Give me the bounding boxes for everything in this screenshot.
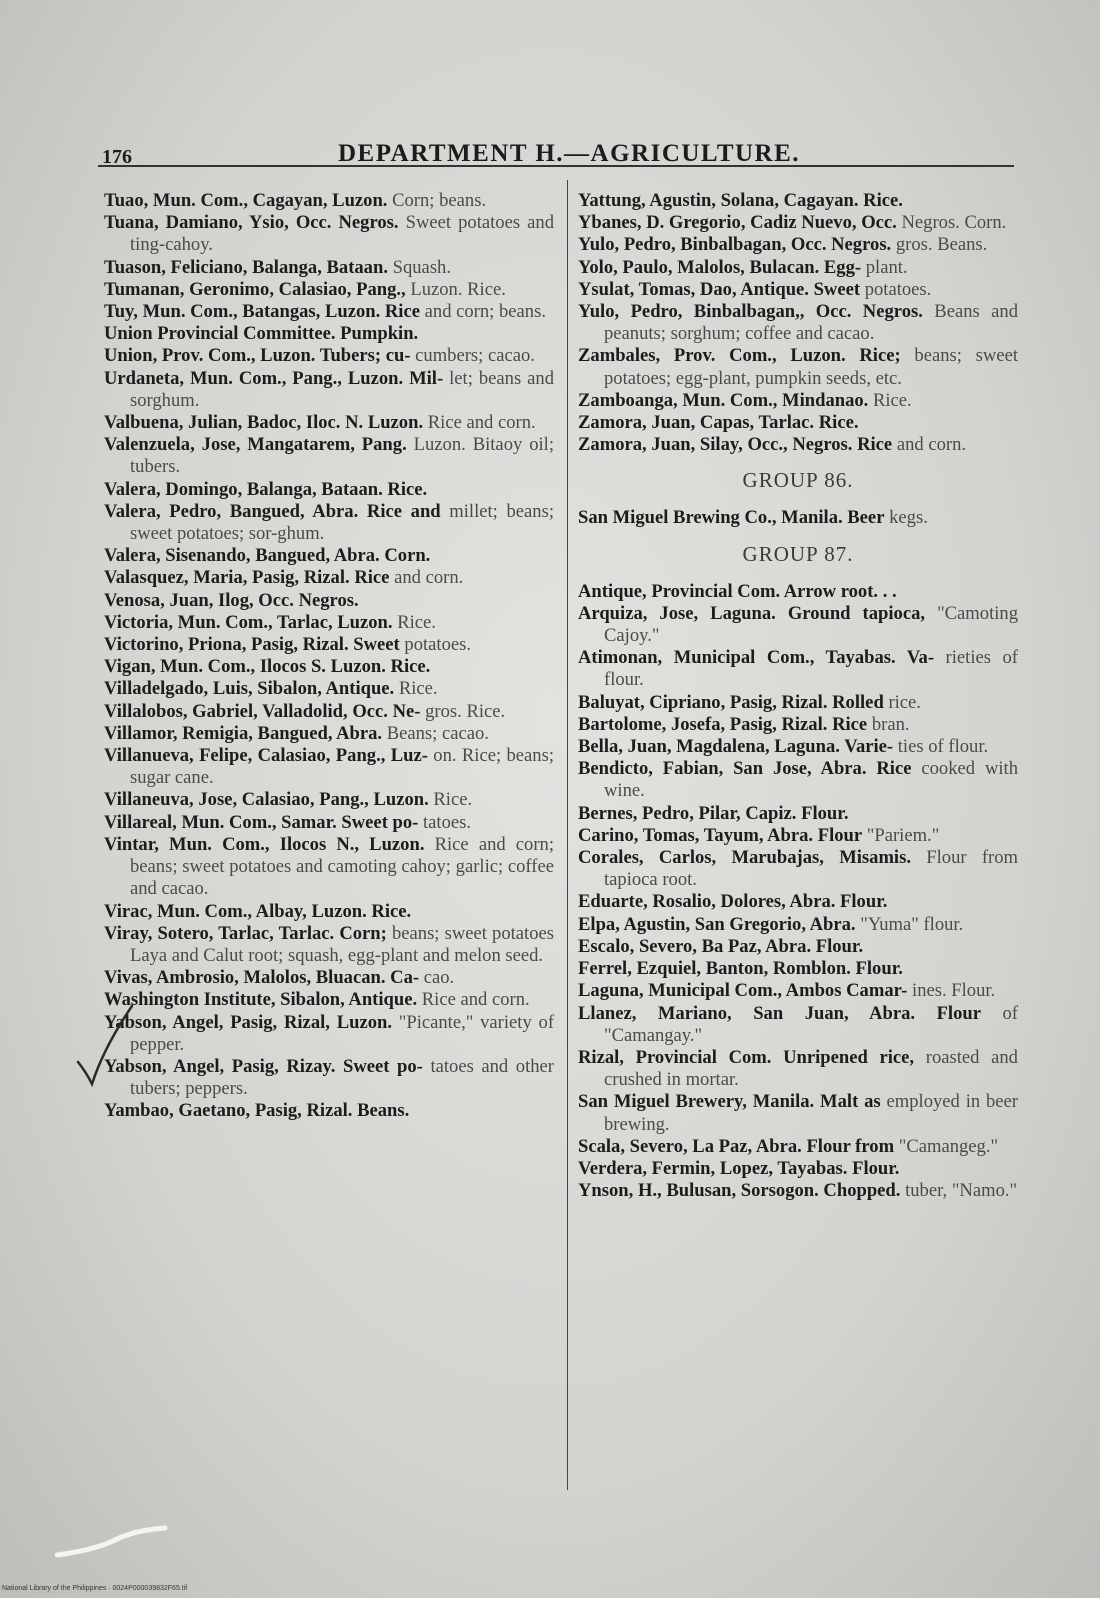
exhibitor-entry (578, 758, 1018, 802)
entry-products: cumbers; cacao. (415, 345, 535, 367)
entry-exhibitor: Tuana, Damiano, Ysio, Occ. Negros. (104, 212, 399, 234)
exhibitor-entry (578, 190, 1018, 212)
entry-products: gros. Beans. (895, 234, 988, 256)
entry-products: Squash. (392, 256, 451, 278)
entry-exhibitor: Vigan, Mun. Com., Ilocos S. Luzon. Rice. (104, 656, 431, 678)
entry-exhibitor: Bendicto, Fabian, San Jose, Abra. Rice (578, 758, 912, 780)
entry-products: ines. Flour. (912, 980, 996, 1002)
entry-products: tatoes. (423, 811, 472, 833)
running-title: DEPARTMENT H.—AGRICULTURE. (338, 140, 801, 167)
exhibitor-entry (104, 412, 554, 434)
group-86-heading: GROUP 86. (742, 468, 854, 493)
entry-products: cooked with wine. (604, 758, 1019, 802)
exhibitor-entry (578, 803, 1018, 825)
exhibitor-entry (104, 701, 554, 723)
entry-products: Luzon. Rice. (410, 278, 506, 300)
entry-exhibitor: Vintar, Mun. Com., Ilocos N., Luzon. (104, 833, 425, 855)
exhibitor-entry (104, 434, 554, 478)
entry-exhibitor: Urdaneta, Mun. Com., Pang., Luzon. Mil- (104, 367, 444, 389)
entry-products: plant. (865, 256, 908, 278)
exhibitor-entry (104, 545, 554, 567)
entry-products: Rice and corn. (427, 412, 536, 434)
entry-products: Rice. (872, 389, 912, 411)
exhibitor-entry (104, 656, 554, 678)
entry-exhibitor: Yambao, Gaetano, Pasig, Rizal. Beans. (104, 1100, 410, 1122)
entry-products: "Picante," variety of pepper. (130, 1011, 555, 1055)
entry-exhibitor: Villalobos, Gabriel, Valladolid, Occ. Ne- (104, 700, 421, 722)
handwritten-stroke-icon (55, 1510, 175, 1560)
entry-exhibitor: Ynson, H., Bulusan, Sorsogon. Chopped. (578, 1180, 901, 1202)
exhibitor-entry (578, 301, 1018, 345)
entry-products: beans; sweet potatoes Laya and Calut root; squash, egg-plant and melon seed. (130, 922, 554, 966)
exhibitor-entry (104, 901, 554, 923)
entry-exhibitor: Ybanes, D. Gregorio, Cadiz Nuevo, Occ. (578, 212, 897, 234)
exhibitor-entry (104, 723, 554, 745)
exhibitor-entry (104, 212, 554, 256)
exhibitor-entry (104, 989, 554, 1011)
entry-exhibitor: Yulo, Pedro, Binbalbagan,, Occ. Negros. (578, 301, 923, 323)
entry-products: Rice and corn; beans; sweet potatoes and camoting cahoy; garlic; coffee and cacao. (130, 833, 554, 900)
entry-products: on. Rice; beans; sugar cane. (130, 745, 554, 789)
entry-products: "Camoting Cajoy." (604, 602, 1018, 647)
entry-exhibitor: Yattung, Agustin, Solana, Cagayan. Rice. (578, 190, 903, 211)
entry-exhibitor: Villaneuva, Jose, Calasiao, Pang., Luzon. (104, 789, 429, 811)
exhibitor-entry (578, 412, 1018, 434)
exhibitor-entry (578, 847, 1018, 891)
entry-exhibitor: Llanez, Mariano, San Juan, Abra. Flour (578, 1002, 981, 1024)
exhibitor-entry (578, 279, 1018, 301)
entry-products: and corn; beans. (424, 301, 546, 323)
page-number: 176 (102, 146, 132, 168)
entry-exhibitor: Valasquez, Maria, Pasig, Rizal. Rice (104, 567, 390, 589)
entry-exhibitor: Valera, Domingo, Balanga, Bataan. Rice. (104, 478, 428, 500)
entry-exhibitor: Elpa, Agustin, San Gregorio, Abra. (578, 913, 856, 935)
right-entries (578, 190, 1018, 456)
entry-exhibitor: Valenzuela, Jose, Mangatarem, Pang. (104, 434, 407, 456)
column-divider (567, 180, 568, 1490)
exhibitor-entry (578, 507, 1018, 529)
entry-products: Rice. (397, 611, 436, 633)
exhibitor-entry (578, 345, 1018, 389)
entry-products: Rice. (398, 678, 438, 700)
entry-products: beans; sweet potatoes; egg-plant, pumpkin seeds, etc. (604, 345, 1018, 389)
entry-products: Beans and peanuts; sorghum; coffee and cacao. (604, 301, 1018, 345)
entry-exhibitor: Laguna, Municipal Com., Ambos Camar- (578, 980, 908, 1002)
entry-products: Rice and corn. (421, 989, 530, 1011)
entry-exhibitor: Scala, Severo, La Paz, Abra. Flour from (578, 1135, 895, 1157)
exhibitor-entry (104, 923, 554, 967)
entry-exhibitor: Victoria, Mun. Com., Tarlac, Luzon. (104, 611, 393, 633)
exhibitor-entry (104, 1056, 554, 1100)
exhibitor-entry (578, 692, 1018, 714)
entry-products: rice. (888, 691, 921, 713)
entry-exhibitor: Yabson, Angel, Pasig, Rizay. Sweet po- (104, 1055, 423, 1077)
exhibitor-entry (104, 301, 554, 323)
entry-products: bran. (871, 713, 910, 735)
exhibitor-entry (578, 603, 1018, 647)
entry-products: roasted and crushed in mortar. (604, 1046, 1018, 1091)
exhibitor-entry (104, 612, 554, 634)
entry-exhibitor: Union, Prov. Com., Luzon. Tubers; cu- (104, 345, 411, 367)
group-87-entries (578, 581, 1018, 1203)
entry-exhibitor: Zambales, Prov. Com., Luzon. Rice; (578, 345, 901, 367)
entry-products: "Pariem." (866, 824, 940, 846)
exhibitor-entry (578, 234, 1018, 256)
entry-exhibitor: Vivas, Ambrosio, Malolos, Bluacan. Ca- (104, 967, 420, 989)
entry-exhibitor: San Miguel Brewing Co., Manila. Beer (578, 507, 885, 529)
entry-products: and corn. (394, 567, 464, 589)
exhibitor-entry (578, 714, 1018, 736)
exhibitor-entry (578, 736, 1018, 758)
header-rule (98, 165, 1014, 167)
entry-exhibitor: Bernes, Pedro, Pilar, Capiz. Flour. (578, 802, 849, 824)
entry-exhibitor: Tuason, Feliciano, Balanga, Bataan. (104, 256, 388, 278)
entry-products: millet; beans; sweet potatoes; sor-ghum. (130, 500, 554, 545)
entry-exhibitor: Zamboanga, Mun. Com., Mindanao. (578, 389, 869, 411)
entry-exhibitor: Verdera, Fermin, Lopez, Tayabas. Flour. (578, 1157, 900, 1179)
exhibitor-entry (578, 1136, 1018, 1158)
entry-products: ties of flour. (897, 736, 989, 758)
group-86-entries (578, 507, 1018, 529)
entry-exhibitor: Villareal, Mun. Com., Samar. Sweet po- (104, 811, 419, 833)
entry-products: Luzon. Bitaoy oil; tubers. (130, 434, 554, 478)
exhibitor-entry (104, 789, 554, 811)
exhibitor-entry (578, 914, 1018, 936)
exhibitor-entry (104, 678, 554, 700)
entry-products: tatoes and other tubers; peppers. (130, 1055, 554, 1100)
entry-exhibitor: Bella, Juan, Magdalena, Laguna. Varie- (578, 736, 894, 758)
entry-exhibitor: Venosa, Juan, Ilog, Occ. Negros. (104, 589, 359, 611)
entry-exhibitor: Valera, Sisenando, Bangued, Abra. Corn. (104, 545, 431, 567)
exhibitor-entry (578, 257, 1018, 279)
exhibitor-entry (578, 1091, 1018, 1135)
exhibitor-entry (104, 501, 554, 545)
exhibitor-entry (104, 590, 554, 612)
exhibitor-entry (578, 1158, 1018, 1180)
entry-exhibitor: Tuy, Mun. Com., Batangas, Luzon. Rice (104, 301, 420, 323)
handwritten-checkmark-icon (74, 1002, 134, 1087)
exhibitor-entry (104, 368, 554, 412)
entry-exhibitor: Yulo, Pedro, Binbalbagan, Occ. Negros. (578, 234, 892, 256)
entry-products: potatoes. (404, 634, 472, 656)
exhibitor-entry (104, 479, 554, 501)
exhibitor-entry (578, 390, 1018, 412)
exhibitor-entry (578, 891, 1018, 913)
exhibitor-entry (104, 345, 554, 367)
entry-exhibitor: Corales, Carlos, Marubajas, Misamis. (578, 847, 911, 869)
entry-exhibitor: Valera, Pedro, Bangued, Abra. Rice and (104, 500, 441, 522)
entry-exhibitor: Baluyat, Cipriano, Pasig, Rizal. Rolled (578, 691, 884, 713)
left-column (104, 190, 554, 1123)
entry-products: cao. (423, 967, 455, 989)
exhibitor-entry (104, 190, 554, 212)
exhibitor-entry (578, 581, 1018, 603)
entry-products: and corn. (896, 434, 967, 456)
exhibitor-entry (578, 1003, 1018, 1047)
entry-exhibitor: Villadelgado, Luis, Sibalon, Antique. (104, 678, 395, 700)
exhibitor-entry (104, 323, 554, 345)
exhibitor-entry (578, 825, 1018, 847)
entry-exhibitor: Bartolome, Josefa, Pasig, Rizal. Rice (578, 713, 868, 735)
right-column (578, 190, 1018, 1202)
entry-products: potatoes. (864, 278, 932, 300)
entry-products: gros. Rice. (425, 700, 506, 722)
exhibitor-entry (104, 1012, 554, 1056)
entry-exhibitor: Atimonan, Municipal Com., Tayabas. Va- (578, 647, 935, 669)
entry-exhibitor: Ferrel, Ezquiel, Banton, Romblon. Flour. (578, 958, 903, 980)
entry-products: Beans; cacao. (386, 722, 489, 744)
entry-exhibitor: Eduarte, Rosalio, Dolores, Abra. Flour. (578, 891, 888, 913)
exhibitor-entry (104, 567, 554, 589)
entry-exhibitor: Yabson, Angel, Pasig, Rizal, Luzon. (104, 1011, 392, 1033)
entry-exhibitor: Tumanan, Geronimo, Calasiao, Pang., (104, 278, 406, 300)
exhibitor-entry (104, 812, 554, 834)
entry-exhibitor: Villamor, Remigia, Bangued, Abra. (104, 722, 383, 744)
entry-products: tuber, "Namo." (905, 1180, 1018, 1202)
entry-products: employed in beer brewing. (604, 1091, 1019, 1135)
exhibitor-entry (104, 257, 554, 279)
entry-products: "Yuma" flour. (860, 913, 964, 935)
entry-exhibitor: Escalo, Severo, Ba Paz, Abra. Flour. (578, 935, 864, 957)
exhibitor-entry (578, 1180, 1018, 1202)
scan-credit: National Library of the Philippines · 0024P000039832F65.tif (2, 1585, 188, 1592)
entry-products: Flour from tapioca root. (604, 847, 1018, 891)
exhibitor-entry (578, 936, 1018, 958)
entry-exhibitor: Union Provincial Committee. Pumpkin. (104, 323, 419, 345)
exhibitor-entry (104, 745, 554, 789)
entry-exhibitor: Rizal, Provincial Com. Unripened rice, (578, 1046, 915, 1068)
entry-products: Rice. (433, 789, 473, 811)
entry-exhibitor: Carino, Tomas, Tayum, Abra. Flour (578, 824, 863, 846)
exhibitor-entry (104, 634, 554, 656)
entry-exhibitor: Arquiza, Jose, Laguna. Ground tapioca, (578, 602, 926, 624)
exhibitor-entry (578, 958, 1018, 980)
entry-products: Negros. Corn. (901, 212, 1007, 234)
entry-exhibitor: Victorino, Priona, Pasig, Rizal. Sweet (104, 634, 400, 656)
exhibitor-entry (578, 1047, 1018, 1091)
entry-exhibitor: San Miguel Brewery, Manila. Malt as (578, 1091, 881, 1113)
entry-products: kegs. (889, 507, 928, 529)
entry-exhibitor: Viray, Sotero, Tarlac, Tarlac. Corn; (104, 922, 387, 944)
entry-exhibitor: Zamora, Juan, Capas, Tarlac. Rice. (578, 412, 859, 434)
entry-products: "Camangeg." (898, 1135, 999, 1157)
entry-exhibitor: Washington Institute, Sibalon, Antique. (104, 989, 418, 1011)
exhibitor-entry (104, 834, 554, 901)
group-87-heading: GROUP 87. (742, 541, 854, 566)
exhibitor-entry (578, 434, 1018, 456)
entry-exhibitor: Valbuena, Julian, Badoc, Iloc. N. Luzon. (104, 412, 424, 434)
entry-products: Sweet potatoes and ting-cahoy. (130, 212, 554, 256)
exhibitor-entry (104, 1100, 554, 1122)
entry-exhibitor: Yolo, Paulo, Malolos, Bulacan. Egg- (578, 256, 862, 278)
exhibitor-entry (578, 647, 1018, 691)
entry-exhibitor: Zamora, Juan, Silay, Occ., Negros. Rice (578, 434, 893, 456)
entry-exhibitor: Villanueva, Felipe, Calasiao, Pang., Luz- (104, 745, 428, 767)
exhibitor-entry (578, 212, 1018, 234)
entry-exhibitor: Virac, Mun. Com., Albay, Luzon. Rice. (104, 900, 412, 922)
entry-exhibitor: Tuao, Mun. Com., Cagayan, Luzon. (104, 190, 388, 211)
exhibitor-entry (578, 980, 1018, 1002)
entry-products: Corn; beans. (392, 190, 487, 211)
entry-products: of "Camangay." (604, 1002, 1018, 1046)
exhibitor-entry (104, 967, 554, 989)
entry-products: rieties of flour. (604, 647, 1018, 691)
entry-exhibitor: Antique, Provincial Com. Arrow root. . . (578, 580, 897, 602)
entry-products: let; beans and sorghum. (130, 367, 554, 411)
entry-exhibitor: Ysulat, Tomas, Dao, Antique. Sweet (578, 278, 861, 300)
exhibitor-entry (104, 279, 554, 301)
